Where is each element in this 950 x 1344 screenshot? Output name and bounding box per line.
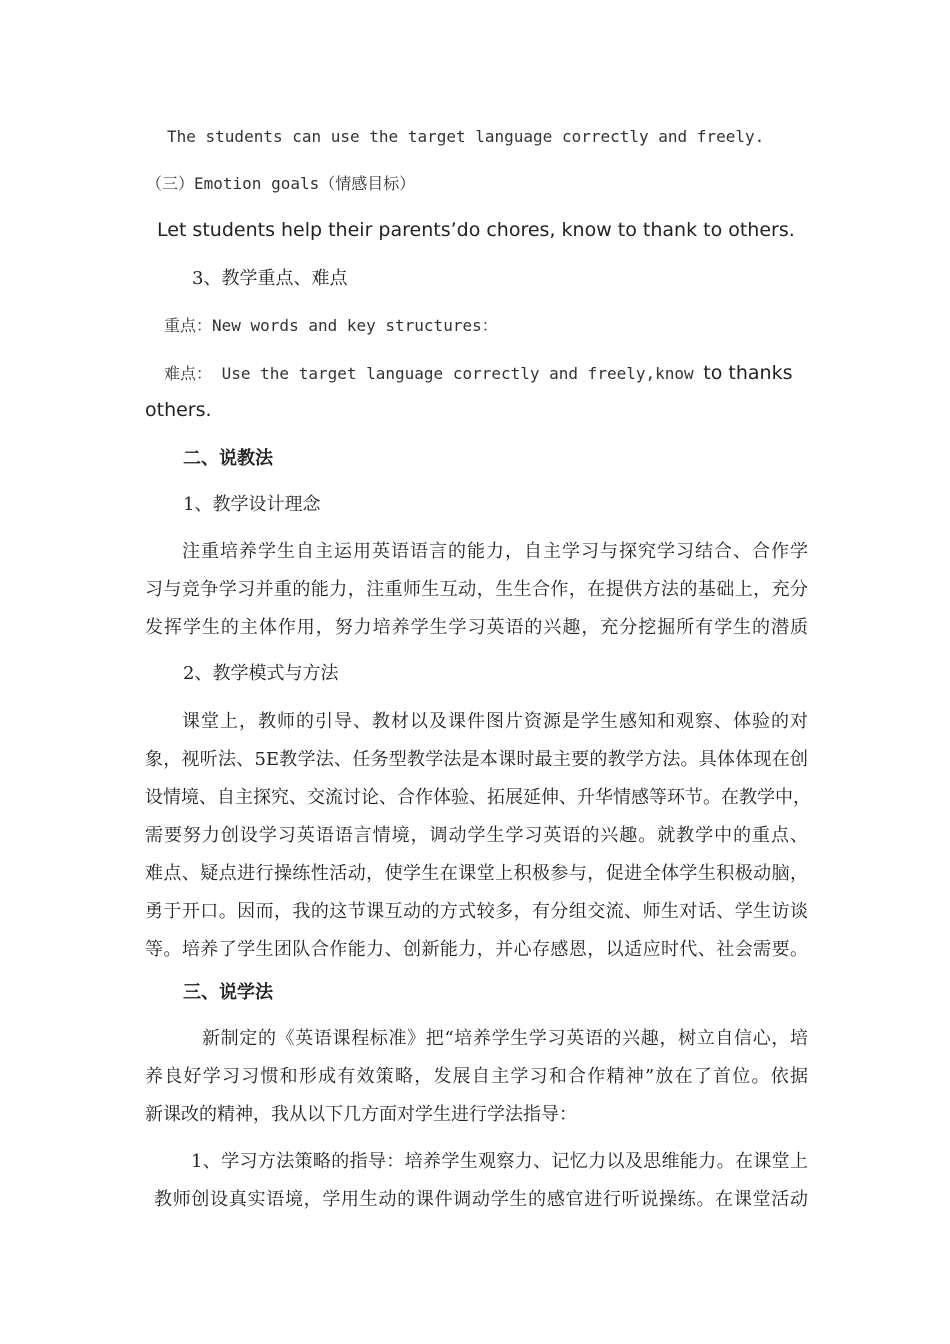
paragraph-line: 1、学习方法策略的指导：培养学生观察力、记忆力以及思维能力。在课堂上 (191, 1151, 808, 1172)
paragraph-line: 难点、疑点进行操练性活动，使学生在课堂上积极参与，促进全体学生积极动脑， (145, 863, 808, 884)
key-points-heading: 3、教学重点、难点 (192, 268, 348, 289)
difficult-points-line (164, 364, 792, 383)
key-points-line: 重点：New words and key structures： (164, 316, 498, 335)
paragraph-line: 新制定的《英语课程标准》把“培养学生学习英语的兴趣，树立自信心，培 (202, 1028, 808, 1049)
paragraph-line: 等。培养了学生团队合作能力、创新能力，并心存感恩，以适应时代、社会需要。 (145, 939, 808, 960)
difficult-points-tail: to thanks (703, 362, 793, 384)
paragraph-line: 需要努力创设学习英语语言情境，调动学生学习英语的兴趣。就教学中的重点、 (145, 825, 808, 846)
section-heading-teaching-methods: 二、说教法 (183, 448, 273, 469)
paragraph-line: 象，视听法、5E教学法、任务型教学法是本课时最主要的教学方法。具体体现在创 (145, 749, 808, 770)
section-heading-learning-methods: 三、说学法 (183, 982, 273, 1003)
paragraph-line: 养良好学习习惯和形成有效策略，发展自主学习和合作精神”放在了首位。依据 (145, 1066, 808, 1087)
skill-goal-sentence: The students can use the target language correctly and freely. (167, 127, 765, 146)
paragraph-line: 注重培养学生自主运用英语语言的能力，自主学习与探究学习结合、合作学 (182, 541, 808, 562)
paragraph-line: 设情境、自主探究、交流讨论、合作体验、拓展延伸、升华情感等环节。在教学中， (145, 787, 811, 808)
difficult-points-continued: others. (145, 399, 212, 421)
paragraph-line: 发挥学生的主体作用，努力培养学生学习英语的兴趣，充分挖掘所有学生的潜质 (145, 617, 808, 638)
paragraph-line: 新课改的精神，我从以下几方面对学生进行学法指导： (145, 1104, 577, 1125)
subheading-teaching-model: 2、教学模式与方法 (183, 663, 339, 684)
emotion-goals-heading: （三）Emotion goals（情感目标） (146, 174, 416, 193)
paragraph-line: 习与竞争学习并重的能力，注重师生互动，生生合作，在提供方法的基础上，充分 (145, 579, 808, 600)
emotion-goals-sentence: Let students help their parents’do chores, know to thank to others. (157, 219, 795, 241)
paragraph-line: 教师创设真实语境，学用生动的课件调动学生的感官进行听说操练。在课堂活动 (154, 1189, 808, 1210)
paragraph-line: 勇于开口。因而，我的这节课互动的方式较多，有分组交流、师生对话、学生访谈 (145, 901, 808, 922)
difficult-points-text: 难点： Use the target language correctly and freely,know (164, 364, 704, 383)
paragraph-line: 课堂上，教师的引导、教材以及课件图片资源是学生感知和观察、体验的对 (182, 711, 808, 732)
subheading-design-concept: 1、教学设计理念 (183, 494, 321, 515)
